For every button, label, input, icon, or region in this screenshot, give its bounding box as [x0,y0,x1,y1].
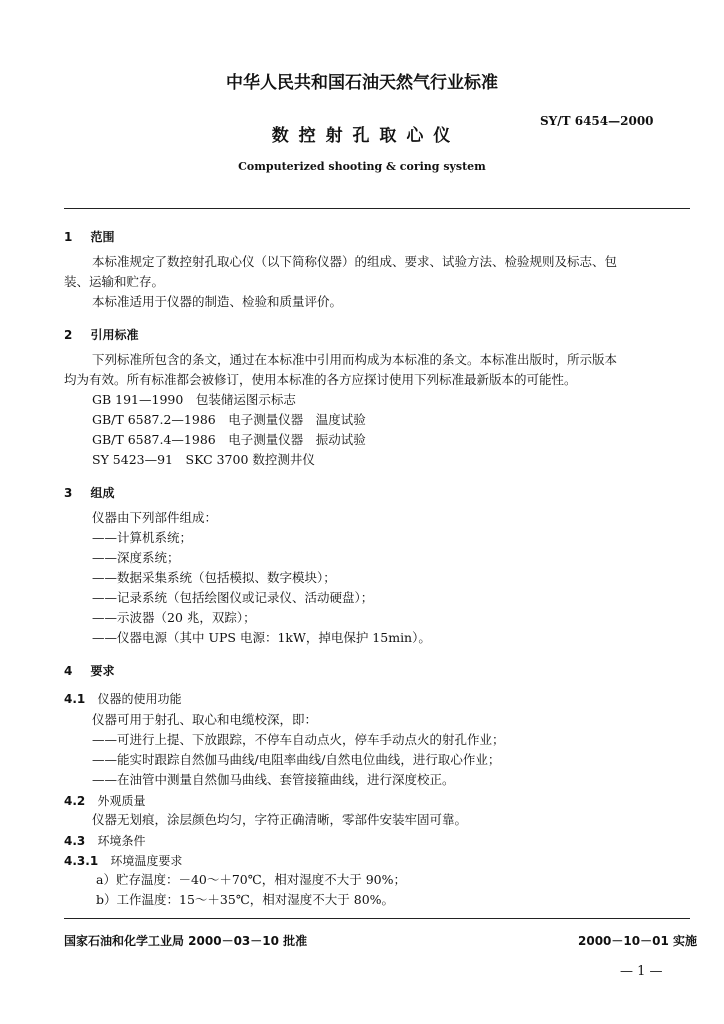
reference-item: GB 191—1990 包装储运图示标志 [92,392,296,407]
list-item: ——深度系统； [92,550,180,565]
section-number: 3 [64,486,73,500]
subsection-number: 4.3.1 [64,854,99,868]
list-item: ——可进行上提、下放跟踪，不停车自动点火，停车手动点火的射孔作业； [92,732,505,747]
paragraph: 仪器可用于射孔、取心和电缆校深，即： [92,712,318,727]
list-item: ——计算机系统； [92,530,193,545]
paragraph: 均为有效。所有标准都会被修订，使用本标准的各方应探讨使用下列标准最新版本的可能性。 [64,372,577,387]
paragraph: 仪器无划痕，涂层颜色均匀，字符正确清晰，零部件安装牢固可靠。 [92,812,468,827]
section-title: 要求 [90,664,115,678]
paragraph: 下列标准所包含的条文，通过在本标准中引用而构成为本标准的条文。本标准出版时，所示版本 [92,352,618,367]
list-item: ——示波器（20 兆，双踪）； [92,610,256,625]
paragraph: 装、运输和贮存。 [64,274,165,289]
paragraph: 本标准规定了数控射孔取心仪（以下简称仪器）的组成、要求、试验方法、检验规则及标志、包 [92,254,618,269]
org-title: 中华人民共和国石油天然气行业标准 [226,73,498,93]
subsection-title: 环境温度要求 [110,854,183,868]
subsection-title: 外观质量 [97,794,146,808]
paragraph: 仪器由下列部件组成： [92,510,218,525]
section-4-heading [64,662,115,679]
effective-date: 2000－10－01 实施 [578,934,697,948]
subsection-title: 仪器的使用功能 [97,692,182,706]
subsection-number: 4.2 [64,794,86,808]
section-3-heading [64,484,115,501]
footer-divider [64,918,690,919]
reference-item: GB/T 6587.2—1986 电子测量仪器 温度试验 [92,412,366,427]
subsection-title: 环境条件 [97,834,146,848]
list-item: ——仪器电源（其中 UPS 电源：1kW，掉电保护 15min）。 [92,630,431,645]
section-number: 1 [64,230,73,244]
list-item: ——记录系统（包括绘图仪或记录仪、活动硬盘）； [92,590,374,605]
header-divider [64,208,690,209]
list-item: ——在油管中测量自然伽马曲线、套管接箍曲线，进行深度校正。 [92,772,455,787]
page-number: — 1 — [620,964,663,979]
document-title: 数 控 射 孔 取 心 仪 [271,126,453,146]
subsection-4-3-1-heading [64,852,182,869]
subsection-number: 4.1 [64,692,86,706]
reference-item: SY 5423—91 SKC 3700 数控测井仪 [92,452,315,467]
subsection-4-2-heading [64,792,145,809]
section-1-heading [64,228,115,245]
section-title: 组成 [90,486,115,500]
section-2-heading [64,326,139,343]
section-title: 引用标准 [90,328,139,342]
section-number: 2 [64,328,73,342]
list-item: a）贮存温度：－40～＋70℃，相对湿度不大于 90%； [96,872,407,887]
subsection-number: 4.3 [64,834,86,848]
subsection-4-1-heading [64,690,181,707]
reference-item: GB/T 6587.4—1986 电子测量仪器 振动试验 [92,432,366,447]
paragraph: 本标准适用于仪器的制造、检验和质量评价。 [92,294,343,309]
document-title-english: Computerized shooting & coring system [238,160,486,173]
standard-number: SY/T 6454—2000 [540,114,654,128]
list-item: b）工作温度：15～＋35℃，相对湿度不大于 80%。 [96,892,395,907]
list-item: ——数据采集系统（包括模拟、数字模块）； [92,570,336,585]
section-title: 范围 [90,230,115,244]
subsection-4-3-heading [64,832,145,849]
list-item: ——能实时跟踪自然伽马曲线/电阻率曲线/自然电位曲线，进行取心作业； [92,752,501,767]
approval-line: 国家石油和化学工业局 2000－03－10 批准 [64,934,308,948]
section-number: 4 [64,664,73,678]
